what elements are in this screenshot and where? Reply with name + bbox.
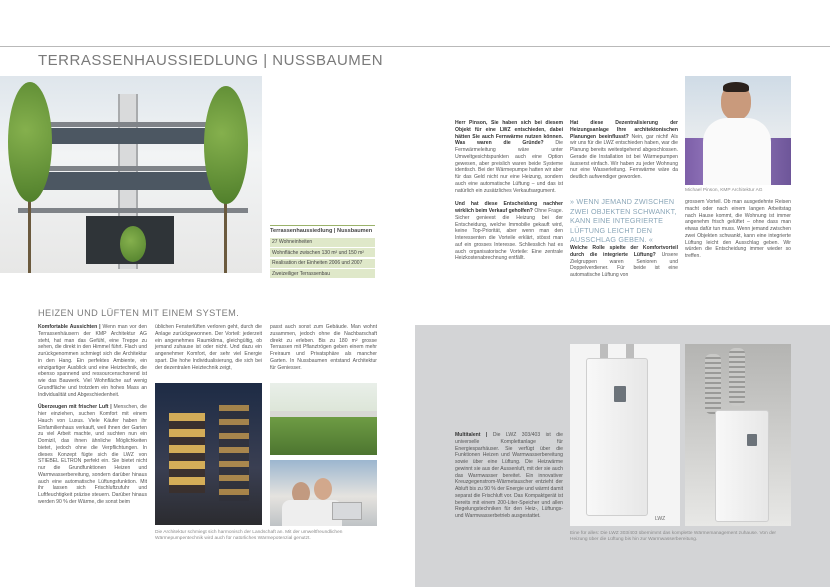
paragraph: Die LWZ 303/403 ist die universelle Komplettanlage für Energiesparhäuser. Sie verfügt über die Funktionen Heizen und Warmwasserbereitung sowie über eine Lüftung. Die Heizwärme gewinnt sie aus der Aussenluft, mit der sie auch das Warmwasser bereitet. Ein innovativer Kreuzgegenstrom-Wärmetauscher entzieht der Abluft bis zu 90 % der Energie und wärmt damit separat die Frischluft vor. Das Kompaktgerät ist bereits mit einem 200-Liter-Speicher und allen Regelungstechniken für den Heiz-, Lüftungs- und Warmwasserbetrieb ausgestattet. [455, 432, 563, 519]
portrait-caption: Michael Pinson, KMP Architektur AG [685, 188, 763, 193]
image-caption: Die Architektur schmiegt sich harmonisch der Landschaft an. Mit der umweltfreundlichen Wärmepumpentechnik wird auch für natürliches Wärmepotenzial genutzt. [155, 530, 343, 542]
installed-unit-photo [685, 344, 791, 526]
interview-column-1 [455, 120, 563, 262]
couple-photo [270, 460, 377, 526]
interview-column-3: grossem Vorteil. Ob man ausgedehnte Reisen macht oder nach einem langen Arbeitstag nach Hause kommt, die Wohnung ist immer angenehm frisch gelüftet – ohne dass man etwas dafür tun muss. Wenn jemand zwischen zwei Objekten schwankt, kann eine integrierte Lüftung leicht den Ausschlag geben. Wir würden die Entscheidung immer wieder so treffen. [685, 199, 791, 259]
tree [204, 86, 248, 204]
laptop [332, 502, 362, 520]
body-column-2: üblichen Fensterlüften verloren geht, durch die Anlage zurückgewonnen. Der Vorteil: jederzeit ein angenehmes Raumklima, gleichgültig, ob jemand zuhause ist oder nicht. Und dazu ein angenehmer Komfort, der sehr viel Energie spart. Die hohe Individualisierung, die sich bei der dezentralen Heiztechnik zeigt, [155, 324, 262, 371]
heat-pump-unit-photo [570, 344, 680, 526]
product-label: LWZ [655, 516, 666, 522]
terrace-plants-photo [270, 383, 377, 455]
control-panel [747, 434, 757, 446]
terrace-plants [270, 417, 377, 455]
flex-duct [705, 354, 721, 414]
top-rule [0, 46, 830, 47]
product-caption: Eine für alles: Die LWZ 303/403 übernimmt das komplette Wärmemanagement zuhause. Von der Heizung über die Lüftung bis hin zur Warmwasserbereitung. [570, 531, 777, 543]
terrace-edge [270, 411, 377, 417]
paragraph: Wenn man vor den Terrassenhäusern der KMP Architektur AG steht, hat man das Gefühl, eine Treppe zu sehen, die direkt in den Himmel führt. Flach und zurückgenommen schmiegt sich die Architektur in den Hang. Ein perfektes Ambiente, ein einzigartiger Ausblick und eine Heiztechnik, die ebenso spannend und ressourcenschonend ist wie das Bauwerk. Viel Wohnfläche auf wenig Grundfläche und trotzdem ein hohes Mass an Individualität und Abgeschiedenheit. [38, 324, 147, 398]
duct [600, 344, 608, 358]
section-heading: HEIZEN UND LÜFTEN MIT EINEM SYSTEM. [38, 308, 240, 318]
body-column-3: passt auch sonst zum Gebäude. Man wohnt zusammen, jedoch ohne die Nachbarschaft direkt zu erleben. Bis zu 180 m² grosse Terrassen mit Pflanztrögen geben einem mehr Freiraum und Privatsphäre als mancher Garten. In Nussbaumen entstand Architektur für Geniesser. [270, 324, 377, 371]
answer: Nein, gar nicht! Als wir uns für die LWZ entschieden haben, war die Planung bereits weitestgehend abgeschlossen. Gerade die Installation ist bei Wärmepumpen äusserst einfach. Wir haben zu jeder Wohnung nur eine Wasserleitung. Fernwärme wäre da deutlich aufwendiger geworden. [570, 133, 679, 180]
answer: Unsere Zielgruppen waren Senioren und Doppelverdiener. Für beide ist eine automatische Lüftung von [570, 251, 678, 278]
question: Herr Pinson, Sie haben sich bei diesem Objekt für eine LWZ entschieden, dabei hätten Sie auch Fernwärme nutzen können. Was waren die Gründe? [455, 120, 563, 147]
pull-quote: » WENN JEMAND ZWISCHEN ZWEI OBJEKTEN SCHWANKT, KANN EINE INTEGRIERTE LÜFTUNG LEICHT DEN AUSSCHLAG GEBEN. « [570, 197, 677, 244]
heat-pump-body [586, 358, 648, 516]
glass-front [44, 128, 220, 144]
night-facade-photo [155, 383, 262, 525]
terrace-floor [18, 208, 248, 213]
body-column-1 [38, 324, 147, 506]
info-row: Zweizeiliger Terrassenbau [270, 269, 375, 278]
answer: Ohne Frage. Sicher genieest die Heizung bei der Entscheidung, welche Immobilie gekauft wird, keine Top-Priorität, aber wenn man den Interessenten die Vorteile erklärt, stösst man auf ein grosses Interesse. Schliesslich hat es auch organisatorische Vorteile: Eine zentrale Heizkostenabrechnung entfällt. [455, 208, 563, 262]
paragraph-lead: Überzeugen mit frischer Luft | [38, 404, 112, 411]
question: Hat diese Dezentralisierung der Heizungsanlage Ihre architektonischen Planungen beeinflusst? [570, 120, 678, 140]
lit-windows [169, 413, 205, 493]
interview-column-2b [570, 245, 678, 279]
answer: Die Fernwärmeleitung wäre unter Umweltgesichtspunkten auch eine Option gewesen, aber preislich waren beide Systeme identisch. Bei der Wärmepumpe hatten wir aber für das Geld nicht nur eine Heizung, sondern auch eine automatische Lüftung – und das ist natürlich ein zusätzliches Verkaufsargument. [455, 140, 563, 194]
control-panel [614, 386, 626, 402]
terrace-floor [38, 122, 226, 127]
info-row: 27 Wohneinheiten [270, 238, 375, 247]
person-head [314, 478, 332, 500]
page-title: TERRASSENHAUSSIEDLUNG | NUSSBAUMEN [38, 52, 384, 69]
question: Und hat diese Entscheidung nachher wirklich beim Verkauf geholfen? [455, 201, 563, 214]
paragraph: Menschen, die hier einziehen, suchen Komfort mit einem Hauch von Luxus. Viele Käufer haben ihr Einfamilienhaus verkauft, weil ihnen der Garten zu viel Arbeit machte, und suchten nun ein Domizil, das ihnen ähnliche Möglichkeiten bietet, jedoch ohne die Verpflichtungen. In dieses Konzept fügte sich die LWZ von STIEBEL ELTRON perfekt ein. Sie bietet nicht nur die Grundfunktionen Heizen und Warmwasserbereitung, sondern darüber hinaus auch eine automatische Lüftungsfunktion. Mit ihr lassen sich Frischluftzufuhr und Luftfeuchtigkeit präzise steuern. Darüber hinaus werden 90 % der Wärme, die sonst beim [38, 404, 147, 505]
info-row: Realisation der Einheiten 2006 und 2007 [270, 259, 375, 268]
paragraph-lead: Komfortable Aussichten | [38, 324, 101, 330]
project-info-box [270, 225, 375, 278]
flex-duct [729, 348, 745, 406]
info-box-heading: Terrassenhaussiedlung | Nussbaumen [270, 225, 375, 236]
building-photo [0, 76, 262, 273]
portrait-photo [685, 76, 791, 185]
question: Welche Rolle spielte der Komfortvorteil durch die integrierte Lüftung? [570, 245, 678, 258]
paragraph-lead: Multitalent | [455, 432, 488, 438]
shrub [120, 226, 146, 262]
tree [8, 82, 52, 202]
product-text [455, 432, 563, 520]
info-row: Wohnfläche zwischen 130 m² und 150 m² [270, 248, 375, 257]
white-shirt [703, 118, 771, 185]
lit-windows [219, 405, 249, 501]
glass-front [34, 172, 230, 190]
interview-column-2 [570, 120, 678, 181]
duct [626, 344, 634, 358]
installed-heat-pump [715, 410, 769, 522]
hair [723, 82, 749, 92]
